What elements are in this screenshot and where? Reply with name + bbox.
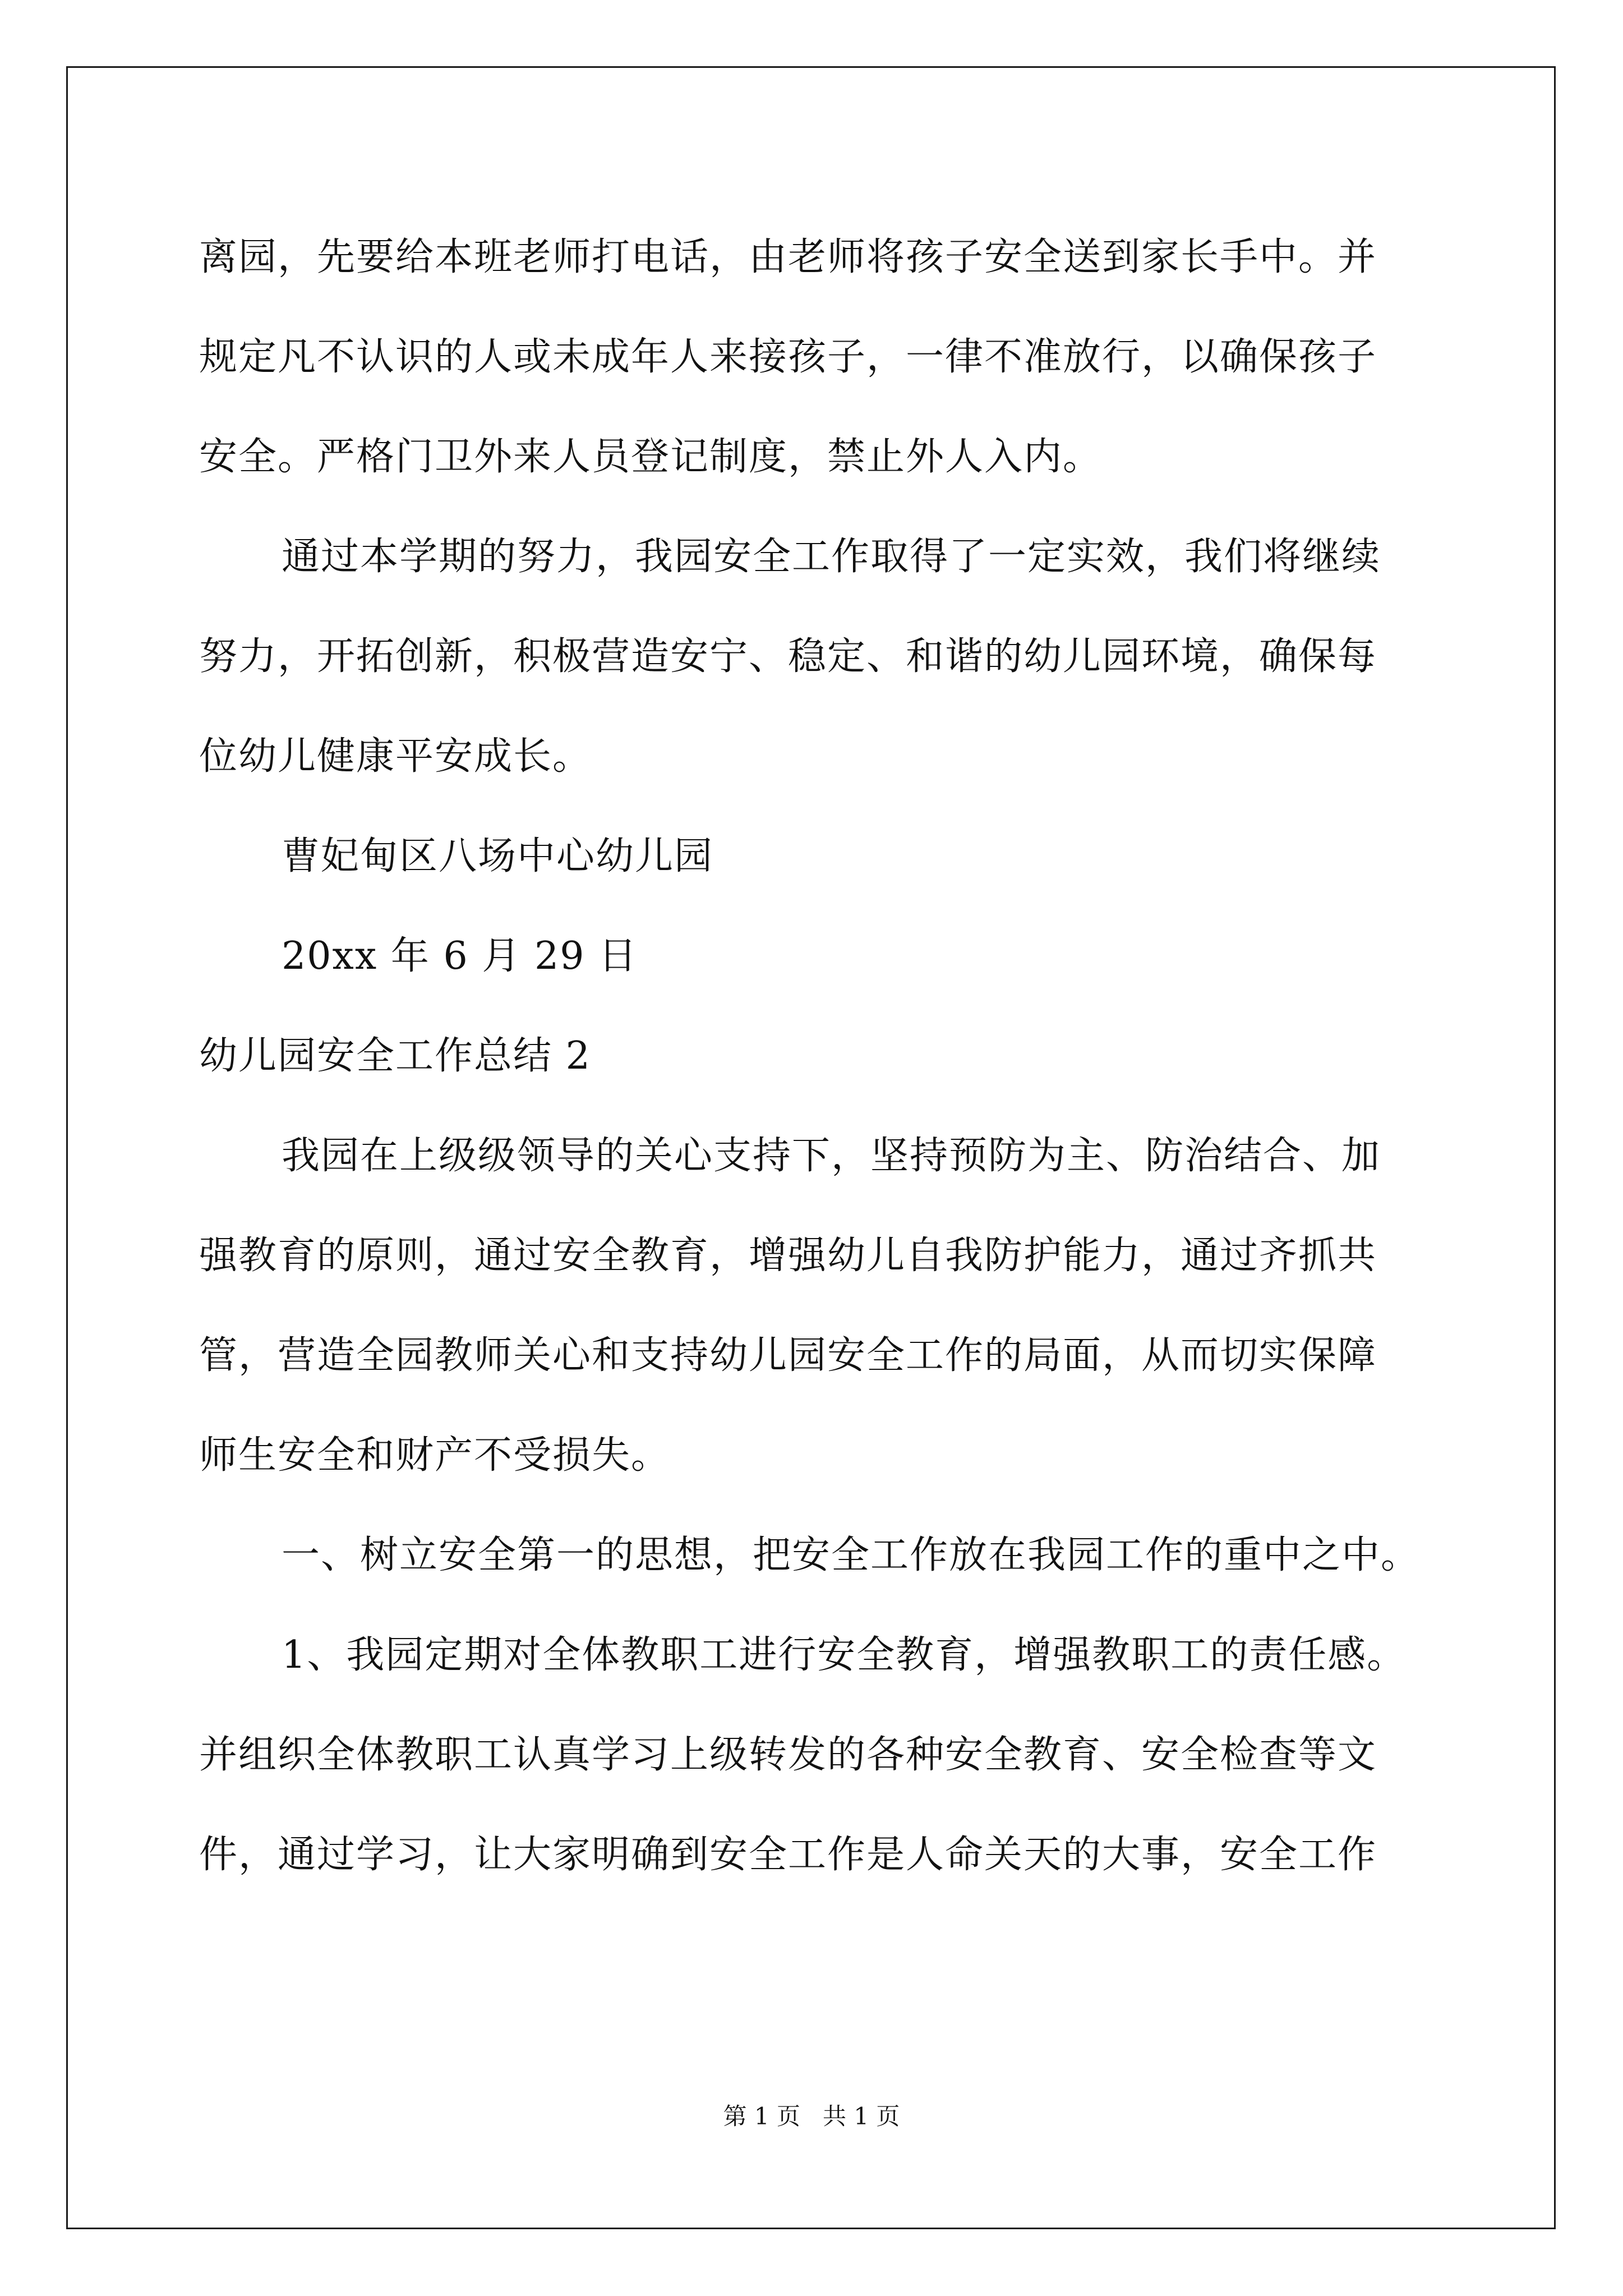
paragraph-line: 规定凡不认识的人或未成年人来接孩子，一律不准放行，以确保孩子: [199, 335, 1377, 379]
signature-date: 20xx 年 6 月 29 日: [282, 934, 638, 978]
page-number: 第 1 页: [723, 2102, 800, 2130]
page-total: 共 1 页: [823, 2102, 900, 2130]
section-title: 幼儿园安全工作总结 2: [199, 1034, 591, 1078]
paragraph-line: 离园，先要给本班老师打电话，由老师将孩子安全送到家长手中。并: [199, 235, 1377, 279]
paragraph-line: 并组织全体教职工认真学习上级转发的各种安全教育、安全检查等文: [199, 1733, 1377, 1777]
paragraph-line: 师生安全和财产不受损失。: [199, 1433, 671, 1478]
paragraph-line: 1、我园定期对全体教职工进行安全教育，增强教职工的责任感。: [282, 1633, 1407, 1677]
paragraph-line: 件，通过学习，让大家明确到安全工作是人命关天的大事，安全工作: [199, 1833, 1377, 1877]
paragraph-line: 安全。严格门卫外来人员登记制度，禁止外人入内。: [199, 435, 1103, 479]
paragraph-line: 管，营造全园教师关心和支持幼儿园安全工作的局面，从而切实保障: [199, 1333, 1377, 1378]
paragraph-line: 我园在上级级领导的关心支持下，坚持预防为主、防治结合、加: [282, 1134, 1381, 1178]
signature-organization: 曹妃甸区八场中心幼儿园: [282, 834, 714, 878]
paragraph-line: 位幼儿健康平安成长。: [199, 734, 592, 779]
paragraph-line: 努力，开拓创新，积极营造安宁、稳定、和谐的幼儿园环境，确保每: [199, 634, 1377, 679]
paragraph-line: 通过本学期的努力，我园安全工作取得了一定实效，我们将继续: [282, 535, 1381, 579]
paragraph-line: 强教育的原则，通过安全教育，增强幼儿自我防护能力，通过齐抓共: [199, 1234, 1377, 1278]
page-footer: [0, 2098, 1623, 2132]
subsection-heading: 一、树立安全第一的思想，把安全工作放在我园工作的重中之中。: [282, 1533, 1421, 1577]
document-body: [199, 208, 1444, 1905]
